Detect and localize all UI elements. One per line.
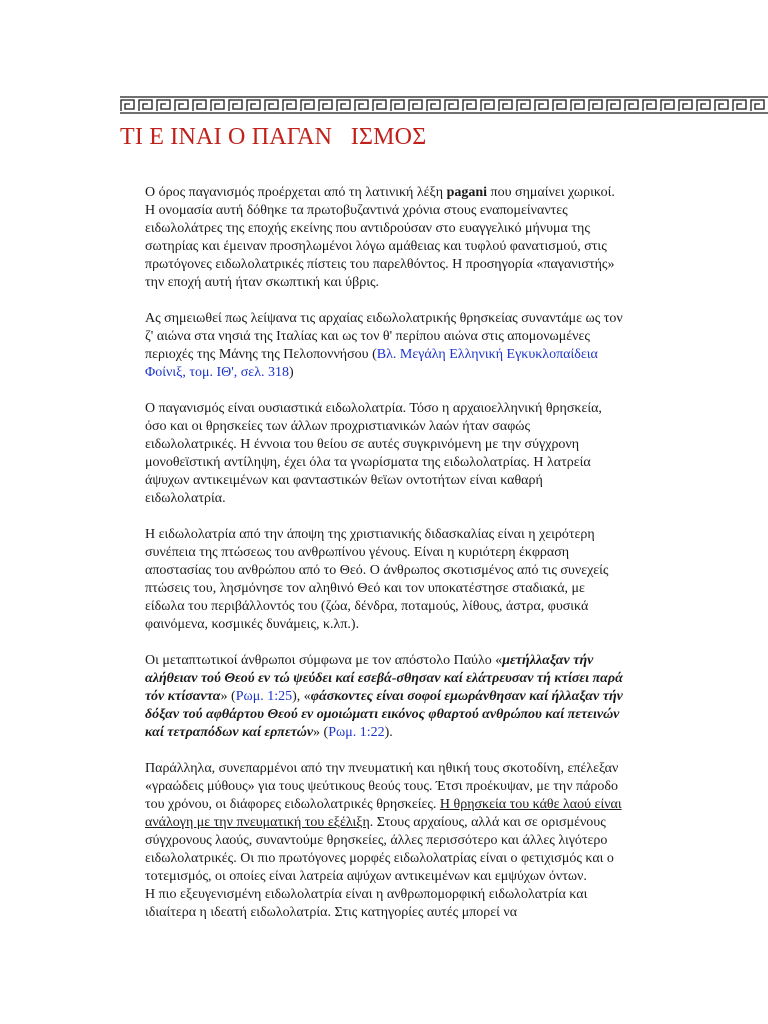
meander-unit [643,100,656,111]
meander-unit [337,100,350,111]
encyclopedia-reference-link[interactable]: Βλ. Μεγάλη Ελληνική Εγκυκλοπαίδεια Φοίνιξ, τομ. ΙΘ', σελ. 318 [145,347,598,380]
meander-unit [571,100,584,111]
meander-unit [229,100,242,111]
meander-unit [319,100,332,111]
meander-unit [715,100,728,111]
meander-unit [481,100,494,111]
meander-unit [193,100,206,111]
scripture-reference-link[interactable]: Ρωμ. 1:25 [235,689,293,704]
meander-unit [445,100,458,111]
paragraph-remnants: Ας σημειωθεί πως λείψανα τις αρχαίας ειδωλολατρικής θρησκείας συναντάμε ως τον ζ' αιώνα στα νησιά της Ιταλίας και ως τον θ' περίπου αιώνα στις απομονωμένες περιοχές της Μάνης της Πελοποννήσου (Βλ. Μεγάλη Ελληνική Εγκυκλοπαίδεια Φοίνιξ, τομ. ΙΘ', σελ. 318) [145,311,623,380]
greek-key-border [120,96,768,114]
meander-unit [247,100,260,111]
meander-unit [373,100,386,111]
page-title: ΤΙ Ε ΙΝΑΙ Ο ΠΑΓΑΝ ΙΣΜΟΣ [120,124,427,150]
meander-unit [427,100,440,111]
meander-unit [625,100,638,111]
meander-unit [697,100,710,111]
meander-unit [553,100,566,111]
document-body [145,184,623,922]
scripture-reference-link[interactable]: Ρωμ. 1:22 [328,725,385,740]
meander-unit [211,100,224,111]
meander-unit [121,100,134,111]
meander-unit [157,100,170,111]
underlined-statement: Η θρησκεία του κάθε λαού είναι ανάλογη με την πνευματική του εξέλιξη [145,797,622,830]
meander-unit [589,100,602,111]
meander-unit [661,100,674,111]
meander-unit [535,100,548,111]
meander-unit [355,100,368,111]
meander-unit [265,100,278,111]
meander-unit [733,100,746,111]
meander-unit [301,100,314,111]
scripture-quote: φάσκοντες είναι σοφοί εμωράνθησαν καί ήλλαξαν τήν δόξαν τού αφθάρτου Θεού εν ομοιώματι εικόνος φθαρτού ανθρώπου καί πετεινών καί τετραπόδων καί ερπετών [145,689,623,740]
term-pagani: pagani [446,185,488,200]
meander-unit [409,100,422,111]
paragraph-christian-view: Η ειδωλολατρία από την άποψη της χριστιανικής διδασκαλίας είναι η χειρότερη συνέπεια της πτώσεως του ανθρωπίνου γένους. Είναι η κυριότερη έκφραση αποστασίας του ανθρώπου από το Θεό. Ο άνθρωπος σκοτισμένος από τις συνεχείς πτώσεις του, λησμόνησε τον αληθινό Θεό και τον υποκατέστησε σταδιακά, με είδωλα του περιβάλλοντός του (ζώα, δένδρα, ποταμούς, λίθους, άστρα, φυσικά φαινόμενα, κοσμικές δυνάμεις, κ.λπ.). [145,527,609,632]
meander-unit [463,100,476,111]
meander-unit [175,100,188,111]
meander-unit [679,100,692,111]
meander-unit [607,100,620,111]
paragraph-anthropomorphic: Η πιο εξευγενισμένη ειδωλολατρία είναι η ανθρωπομορφική ειδωλολατρία και ιδιαίτερα η ιδεατή ειδωλολατρία. Στις κατηγορίες αυτές μπορεί να [145,887,588,920]
paragraph-idolatry: Ο παγανισμός είναι ουσιαστικά ειδωλολατρία. Τόσο η αρχαιοελληνική θρησκεία, όσο και οι θρησκείες των άλλων προχριστιανικών λαών ήταν σαφώς ειδωλολατρικές. Η έννοια του θείου σε αυτές συγκρινόμενη με την σύγχρονη μονοθεϊστική αντίληψη, έχει όλα τα γνωρίσματα της ειδωλολατρίας. Η λατρεία άψυχων αντικειμένων και φανταστικών θεϊων οντοτήτων είναι καθαρή ειδωλολατρία. [145,401,602,506]
meander-unit [751,100,764,111]
meander-unit [283,100,296,111]
paragraph-origin: Ο όρος παγανισμός προέρχεται από τη λατινική λέξη pagani που σημαίνει χωρικοί. Η ονομασία αυτή δόθηκε τα πρωτοβυζαντινά χρόνια στους εναπομείναντες ειδωλολάτρες της εποχής εκείνης που αντιδρούσαν στο ευαγγελικό μήνυμα της σωτηρίας και έμειναν προσηλωμένοι λόγω αμάθειας και τυφλού φανατισμού, στις πρωτόγονες ειδωλολατρικές πίστεις του παρελθόντος. Η προσηγορία «παγανιστής» την εποχή αυτή ήταν σκωπτική και ύβρις. [145,185,615,290]
paragraph-myths: Παράλληλα, συνεπαρμένοι από την πνευματική και ηθική τους σκοτοδίνη, επέλεξαν «γραώδεις μύθους» για τους ψεύτικους θεούς τους. Έτσι προέκυψαν, με την πάροδο του χρόνου, οι διάφορες ειδωλολατρικές θρησκείες. Η θρησκεία του κάθε λαού είναι ανάλογη με την πνευματική του εξέλιξη. Στους αρχαίους, αλλά και σε ορισμένους σύγχρονους λαούς, συναντούμε θρησκείες, άλλες περισσότερο και άλλες λιγότερο ειδωλολατρικές. Οι πιο πρωτόγονες μορφές ειδωλολατρίας είναι ο φετιχισμός και ο τοτεμισμός, οι οποίες είναι λατρεία αψύχων αντικειμένων και εμψύχων όντων. [145,761,622,884]
meander-unit [517,100,530,111]
meander-unit [391,100,404,111]
paragraph-apostle-paul: Οι μεταπτωτικοί άνθρωποι σύμφωνα με τον απόστολο Παύλο «μετήλλαξαν τήν αλήθειαν τού Θεού εν τώ ψεύδει καί εσεβά-σθησαν καί ελάτρευσαν τή κτίσει παρά τόν κτίσαντα» (Ρωμ. 1:25), «φάσκοντες είναι σοφοί εμωράνθησαν καί ήλλαξαν τήν δόξαν τού αφθάρτου Θεού εν ομοιώματι εικόνος φθαρτού ανθρώπου καί πετεινών καί τετραπόδων καί ερπετών» (Ρωμ. 1:22). [145,653,623,740]
meander-unit [499,100,512,111]
scripture-quote: μετήλλαξαν τήν αλήθειαν τού Θεού εν τώ ψεύδει καί εσεβά-σθησαν καί ελάτρευσαν τή κτίσει παρά τόν κτίσαντα [145,653,623,704]
meander-unit [139,100,152,111]
